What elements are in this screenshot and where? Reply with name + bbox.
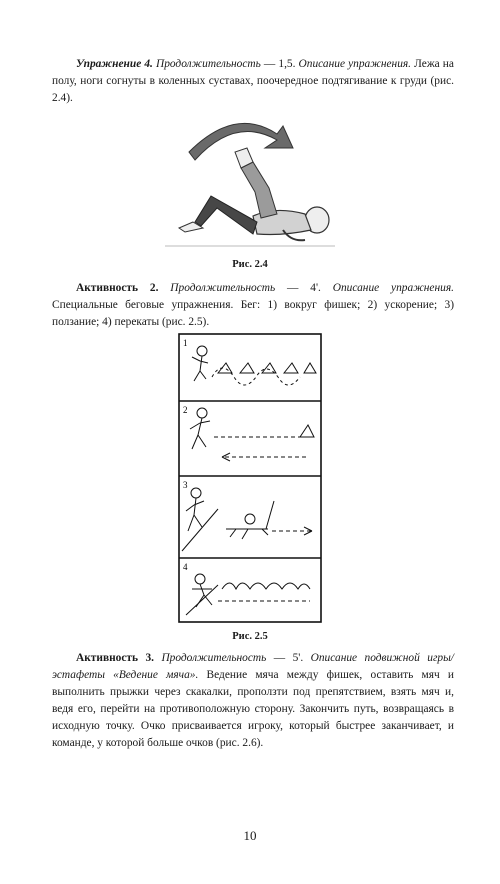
panel-2-number: 2 (183, 405, 188, 415)
activity-3-description-label: Описание подвижной игры/эстафеты (52, 652, 454, 681)
exercise-4-duration-label: Продолжительность (155, 58, 261, 70)
panel-4-number: 4 (183, 562, 188, 572)
activity-2-text: Специальные беговые упражнения. Бег: 1) вокруг фишек; 2) ускорение; 3) ползание; 4) перекаты (рис. 2.5). (52, 299, 454, 328)
activity-3-lead: Активность 3. (76, 652, 155, 664)
activity-3-text: Ведение мяча между фишек, оставить мяч и выполнить прыжки через скакалки, проползти под препятствием, взять мяч и, ведя его, перейти на противоположную сторону. Закончить путь, возвращаясь в исходную точку. Очко присваивается игроку, который быстрее заканчивает, и команде, у которой больше очков (рис. 2.6). (52, 669, 454, 749)
exercise-4-paragraph (52, 56, 454, 107)
panel-4-rolls (186, 574, 310, 615)
exercise-4-lead: Упражнение 4. (76, 58, 153, 70)
activity-2-paragraph (52, 280, 454, 331)
activity-3-duration-value: — 5'. (273, 652, 304, 664)
activity-3-paragraph (52, 650, 454, 752)
panel-1-number: 1 (183, 338, 188, 348)
figure-2-5-illustration (178, 333, 322, 623)
exercise-4-duration-value: — 1,5. (263, 58, 296, 70)
panel-1-runner-around-cones (192, 346, 316, 385)
figure-2-4-caption: Рис. 2.4 (232, 259, 268, 270)
activity-2-duration-label: Продолжительность (170, 282, 276, 294)
activity-2-lead: Активность 2. (76, 282, 159, 294)
exercise-4-text: Лежа на полу, ноги согнуты в коленных суставах, поочередное подтягивание к груди (рис. 2.4). (52, 58, 454, 104)
figure-2-5-caption: Рис. 2.5 (232, 631, 268, 642)
activity-3-duration-label: Продолжительность (161, 652, 267, 664)
exercise-4-description-label: Описание упражнения. (298, 58, 412, 70)
panel-3-number: 3 (183, 480, 188, 490)
panel-3-crawling (182, 488, 312, 551)
page-number: 10 (243, 828, 257, 843)
panel-2-runner-sprint (190, 408, 314, 461)
activity-2-description-label: Описание упражнения. (332, 282, 454, 294)
activity-2-duration-value: — 4'. (287, 282, 321, 294)
activity-3-game-name: «Ведение мяча». (113, 669, 199, 681)
figure-2-4-illustration (165, 118, 335, 253)
